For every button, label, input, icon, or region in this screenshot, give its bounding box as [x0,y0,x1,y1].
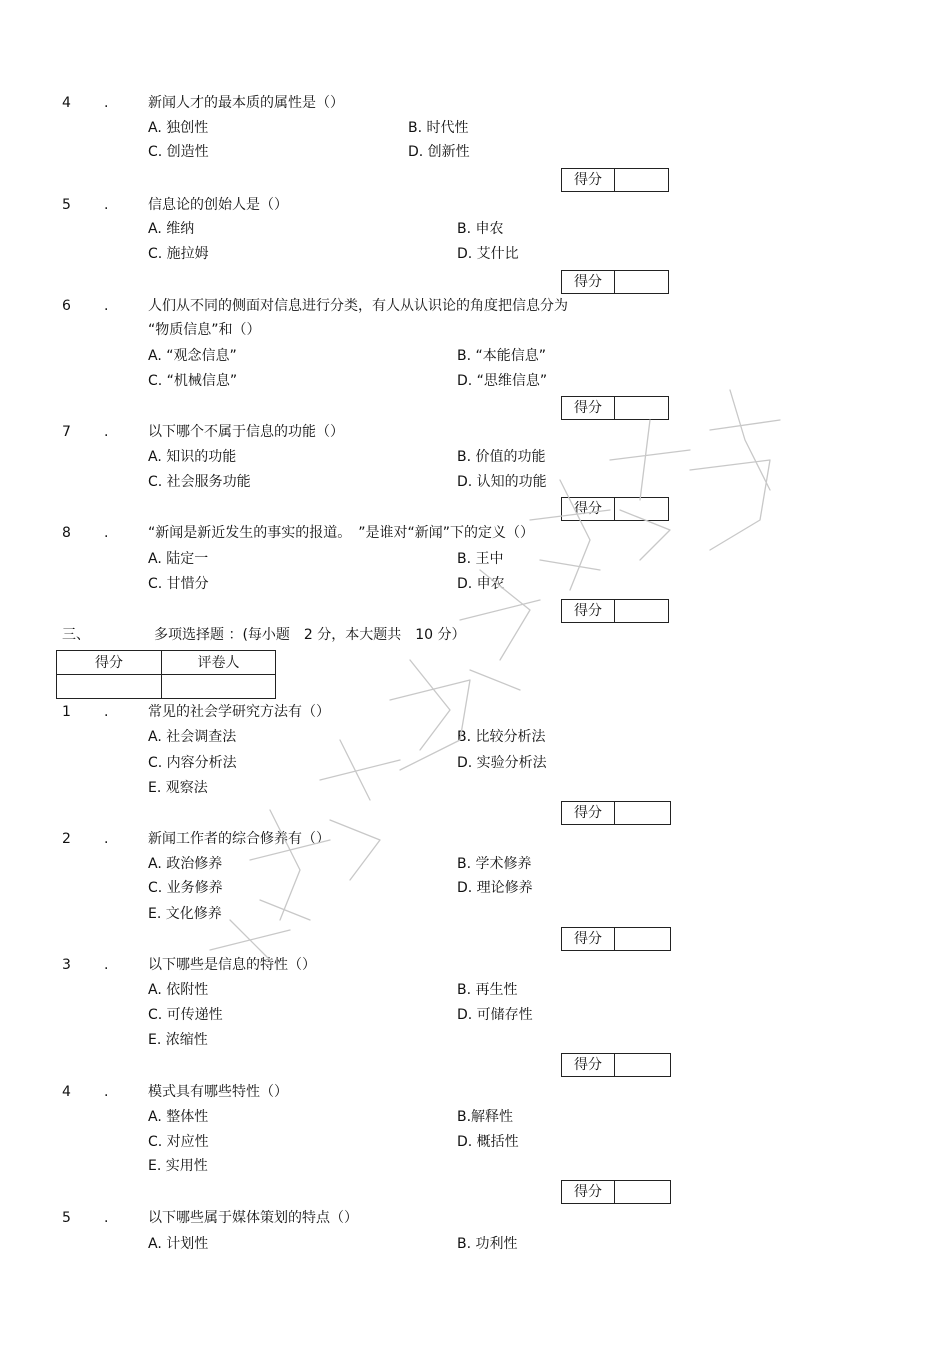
option-a: A. 整体性 [148,1109,209,1125]
question-number: 5 [62,1210,71,1226]
question-text: 以下哪些属于媒体策划的特点（） [148,1210,358,1226]
score-label: 得分 [562,802,615,824]
grader-header-score: 得分 [57,651,162,675]
score-field[interactable] [615,600,668,622]
option-d: D. 申农 [457,576,505,592]
question-text: 人们从不同的侧面对信息进行分类，有人从认识论的角度把信息分为 [148,298,568,314]
score-box [561,396,669,420]
question-text: 模式具有哪些特性（） [148,1084,288,1100]
option-b: B. 王中 [457,551,504,567]
option-c: C. “机械信息” [148,373,238,389]
option-d: D. 创新性 [408,144,470,160]
score-field[interactable] [615,1181,670,1203]
option-d: D. “思维信息” [457,373,548,389]
score-label: 得分 [562,397,615,419]
option-a: A. 社会调查法 [148,729,237,745]
grader-table [56,650,276,699]
section-number: 三、 [62,627,90,643]
option-c: C. 业务修养 [148,880,223,896]
option-b: B. 学术修养 [457,856,532,872]
option-b: B. “本能信息” [457,348,547,364]
score-field[interactable] [615,498,668,520]
question-text: 以下哪些是信息的特性（） [148,957,316,973]
option-e: E. 观察法 [148,780,208,796]
question-number: 5 [62,197,71,213]
score-box [561,1053,671,1077]
question-dot: . [104,424,109,440]
option-b: B. 申农 [457,221,504,237]
score-label: 得分 [562,271,615,293]
score-field[interactable] [615,169,668,191]
question-dot: . [104,1210,109,1226]
option-b: B. 比较分析法 [457,729,546,745]
question-number: 8 [62,525,71,541]
option-a: A. “观念信息” [148,348,237,364]
score-label: 得分 [562,600,615,622]
option-c: C. 甘惜分 [148,576,209,592]
score-label: 得分 [562,1181,615,1203]
option-e: E. 实用性 [148,1158,208,1174]
question-text-line2: “物质信息”和（） [148,322,261,338]
option-a: A. 维纳 [148,221,195,237]
option-a: A. 依附性 [148,982,209,998]
question-text: 新闻工作者的综合修养有（） [148,831,330,847]
option-c: C. 创造性 [148,144,209,160]
score-field[interactable] [615,928,670,950]
score-box [561,599,669,623]
score-field[interactable] [615,1054,670,1076]
option-d: D. 认知的功能 [457,474,547,490]
option-a: A. 独创性 [148,120,209,136]
option-e: E. 浓缩性 [148,1032,208,1048]
option-c: C. 施拉姆 [148,246,209,262]
score-box [561,168,669,192]
option-a: A. 计划性 [148,1236,209,1252]
option-a: A. 政治修养 [148,856,223,872]
option-d: D. 概括性 [457,1134,519,1150]
score-label: 得分 [562,1054,615,1076]
score-field[interactable] [615,271,668,293]
score-field[interactable] [615,802,670,824]
question-dot: . [104,704,109,720]
question-number: 1 [62,704,71,720]
question-number: 3 [62,957,71,973]
score-box [561,1180,671,1204]
section-title: 多项选择题 ：(每小题 2 分，本大题共 10 分） [154,627,466,643]
option-c: C. 内容分析法 [148,755,237,771]
question-dot: . [104,957,109,973]
grader-name-cell[interactable] [162,675,276,699]
score-box [561,270,669,294]
question-text: 以下哪个不属于信息的功能（） [148,424,344,440]
option-b: B. 功利性 [457,1236,518,1252]
question-text: “新闻是新近发生的事实的报道。 ”是谁对“新闻”下的定义（） [148,525,535,541]
question-dot: . [104,525,109,541]
option-d: D. 实验分析法 [457,755,547,771]
option-c: C. 可传递性 [148,1007,223,1023]
score-label: 得分 [562,928,615,950]
score-label: 得分 [562,498,615,520]
question-number: 6 [62,298,71,314]
question-dot: . [104,197,109,213]
grader-header-grader: 评卷人 [162,651,276,675]
question-number: 4 [62,1084,71,1100]
score-box [561,801,671,825]
question-number: 4 [62,95,71,111]
option-b: B.解释性 [457,1109,514,1125]
question-number: 2 [62,831,71,847]
option-a: A. 知识的功能 [148,449,237,465]
score-field[interactable] [615,397,668,419]
question-dot: . [104,1084,109,1100]
question-text: 信息论的创始人是（） [148,197,288,213]
question-number: 7 [62,424,71,440]
option-b: B. 价值的功能 [457,449,546,465]
option-d: D. 可储存性 [457,1007,533,1023]
score-label: 得分 [562,169,615,191]
option-c: C. 社会服务功能 [148,474,251,490]
option-e: E. 文化修养 [148,906,222,922]
question-text: 常见的社会学研究方法有（） [148,704,330,720]
option-a: A. 陆定一 [148,551,209,567]
score-box [561,497,669,521]
option-d: D. 艾什比 [457,246,519,262]
question-dot: . [104,298,109,314]
option-c: C. 对应性 [148,1134,209,1150]
question-dot: . [104,831,109,847]
grader-score-cell[interactable] [57,675,162,699]
score-box [561,927,671,951]
question-text: 新闻人才的最本质的属性是（） [148,95,344,111]
option-b: B. 再生性 [457,982,518,998]
option-b: B. 时代性 [408,120,469,136]
question-dot: . [104,95,109,111]
option-d: D. 理论修养 [457,880,533,896]
